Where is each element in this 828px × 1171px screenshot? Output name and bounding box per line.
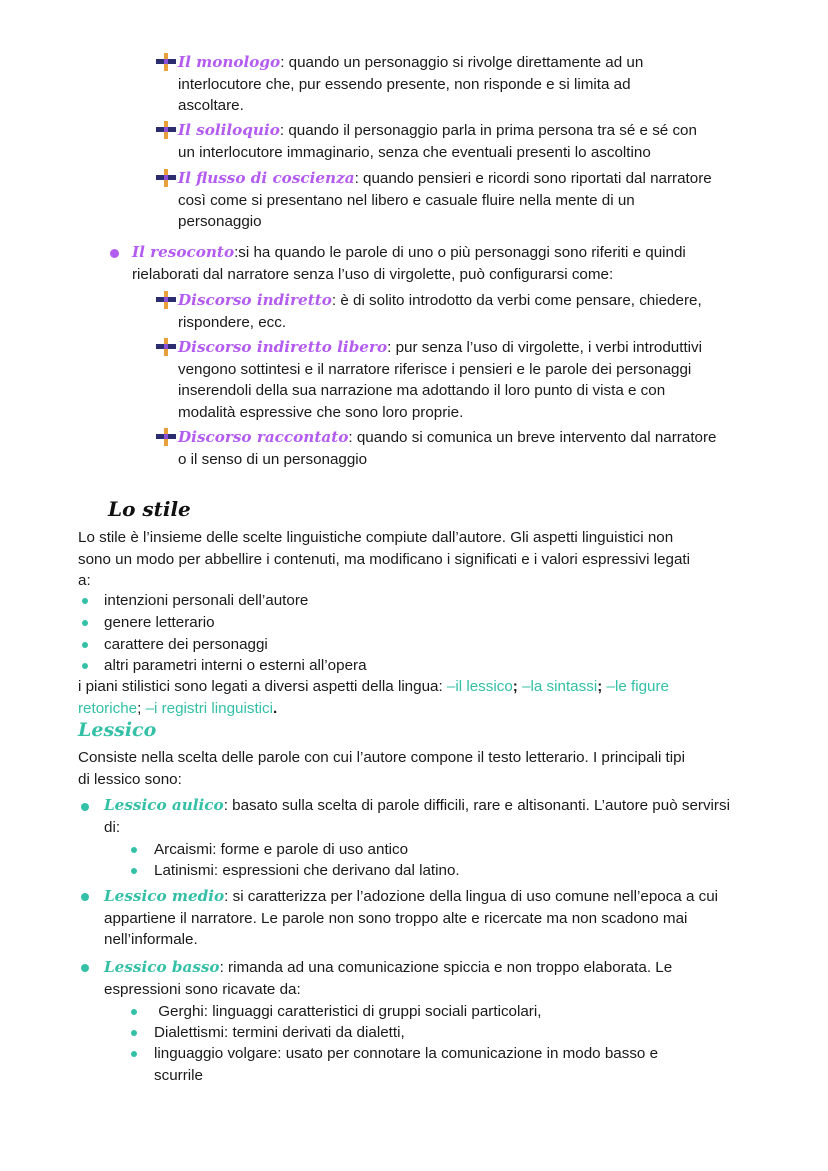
lessico-basso-term: Lessico basso [104,958,220,976]
stile-bullet: genere letterario [104,614,215,631]
bullet-dot-icon [82,598,88,604]
bullet-dot-icon [110,249,119,258]
soliloquio-item: Il soliloquio: quando il personaggio parla in prima persona tra sé e sé con un interlocutore immaginario, senza che eventuali presenti lo ascoltino [178,121,697,161]
cross-bullet-icon [156,169,176,187]
lessico-basso-sub: linguaggio volgare: usato per connotare la comunicazione in modo basso e scurrile [154,1045,659,1084]
monologo-item: Il monologo: quando un personaggio si rivolge direttamente ad un interlocutore che, pur essendo presente, non risponde e si limita ad ascoltare. [178,53,644,114]
discorso-raccontato-term: Discorso raccontato [178,428,349,446]
discorso-indiretto-libero-term: Discorso indiretto libero [178,338,388,356]
lessico-aulico-sub: Arcaismi: forme e parole di uso antico [154,841,409,858]
bullet-dot-icon [82,620,88,626]
bullet-dot-icon [131,1051,137,1057]
cross-bullet-icon [156,428,176,446]
bullet-dot-icon [131,847,137,853]
lessico-aulico-item: Lessico aulico: basato sulla scelta di parole difficili, rare e altisonanti. L’autore può servirsi di: [104,796,730,836]
piani-stilistici: i piani stilistici sono legati a diversi aspetti della lingua: –il lessico; –la sintassi; –le figure retoriche; –i registri linguistici. [78,678,669,717]
cross-bullet-icon [156,338,176,356]
bullet-dot-icon [131,868,137,874]
bullet-dot-icon [131,1030,137,1036]
stile-bullet: carattere dei personaggi [104,636,268,653]
stile-intro: Lo stile è l’insieme delle scelte linguistiche compiute dall’autore. Gli aspetti linguistici non sono un modo per abbellire i contenuti, ma modificano i significati e i valori espressivi legati a: [78,529,691,589]
cross-bullet-icon [156,53,176,71]
section-title-stile: Lo stile [108,497,191,521]
cross-bullet-icon [156,121,176,139]
bullet-dot-icon [81,964,89,972]
lessico-basso-sub: Dialettismi: termini derivati da dialetti, [154,1024,405,1041]
flusso-term: Il flusso di coscienza [178,169,355,187]
lessico-aulico-sub: Latinismi: espressioni che derivano dal latino. [154,862,460,879]
flusso-coscienza-item: Il flusso di coscienza: quando pensieri e ricordi sono riportati dal narratore così come si presentano nel libero e casuale fluire nella mente di un personaggio [178,169,712,230]
resoconto-term: Il resoconto [132,243,235,261]
bullet-dot-icon [82,642,88,648]
stile-bullet: intenzioni personali dell’autore [104,592,309,609]
resoconto-item: Il resoconto:si ha quando le parole di uno o più personaggi sono riferiti e quindi rielaborati dal narratore senza l’uso di virgolette, può configurarsi come: [132,243,686,283]
lessico-medio-term: Lessico medio [104,887,225,905]
lessico-basso-item: Lessico basso: rimanda ad una comunicazione spiccia e non troppo elaborata. Le espressioni sono ricavate da: [104,958,673,998]
discorso-raccontato-item: Discorso raccontato: quando si comunica un breve intervento dal narratore o il senso di un personaggio [178,428,717,468]
cross-bullet-icon [156,291,176,309]
discorso-indiretto-libero-item: Discorso indiretto libero: pur senza l’uso di virgolette, i verbi introduttivi vengono sottintesi e il narratore riferisce i pensieri e le parole dei personaggi inserendoli della sua narrazione ma adottando il loro punto di vista e con modalità espressive che sono loro proprie. [178,338,703,421]
bullet-dot-icon [131,1009,137,1015]
lessico-aulico-term: Lessico aulico [104,796,224,814]
soliloquio-term: Il soliloquio [178,121,280,139]
bullet-dot-icon [82,663,88,669]
monologo-term: Il monologo [178,53,281,71]
bullet-dot-icon [81,803,89,811]
lessico-intro: Consiste nella scelta delle parole con cui l’autore compone il testo letterario. I principali tipi di lessico sono: [78,749,685,788]
section-title-lessico: Lessico [78,719,157,741]
discorso-indiretto-term: Discorso indiretto [178,291,332,309]
bullet-dot-icon [81,893,89,901]
lessico-medio-item: Lessico medio: si caratterizza per l’adozione della lingua di uso comune nell’epoca a cui appartiene il narratore. Le parole non sono troppo alte e ricercate ma non scadono mai nell’informale. [104,887,719,948]
stile-bullet: altri parametri interni o esterni all’opera [104,657,367,674]
lessico-basso-sub: Gerghi: linguaggi caratteristici di gruppi sociali particolari, [154,1003,542,1020]
discorso-indiretto-item: Discorso indiretto: è di solito introdotto da verbi come pensare, chiedere, rispondere, ecc. [178,291,702,331]
